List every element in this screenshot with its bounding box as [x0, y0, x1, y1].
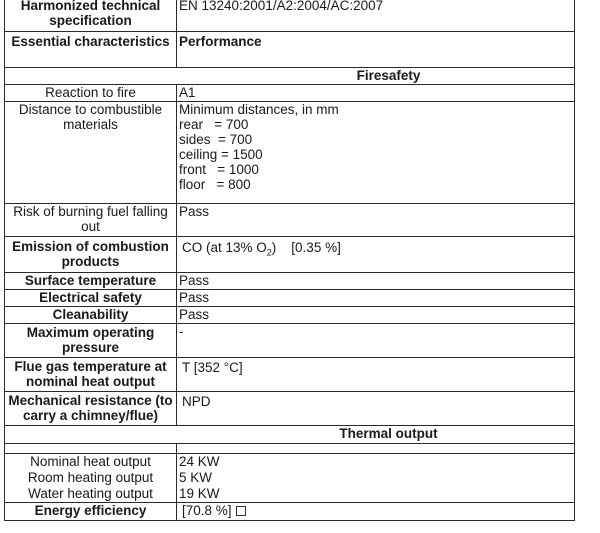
value-cell: Pass — [177, 273, 575, 290]
table-row — [5, 470, 575, 486]
value-cell: Performance — [177, 32, 575, 68]
table-row — [5, 273, 575, 290]
distance-rear: rear = 700 — [179, 117, 249, 132]
energy-efficiency-value: [70.8 %] — [182, 503, 232, 518]
value-cell — [177, 237, 575, 273]
spacer-cell — [5, 444, 177, 454]
label-cell: Distance to combustible materials — [5, 102, 177, 204]
table-row — [5, 307, 575, 324]
value-cell: 5 KW — [177, 470, 575, 486]
value-cell: Pass — [177, 290, 575, 307]
table-row — [5, 102, 575, 204]
label-cell: Room heating output — [5, 470, 177, 486]
distance-sides: sides = 700 — [179, 132, 253, 147]
label-cell: Surface temperature — [5, 273, 177, 290]
performance-table — [4, 0, 575, 521]
distance-floor: floor = 800 — [179, 177, 251, 192]
label-cell: Essential characteristics — [5, 32, 177, 68]
section-header-thermal: Thermal output — [5, 426, 575, 444]
value-cell: NPD — [177, 392, 575, 426]
table-row — [5, 503, 575, 521]
table-row — [5, 237, 575, 273]
section-header-firesafety: Firesafety — [5, 68, 575, 85]
label-cell: Flue gas temperature at nominal heat output — [5, 358, 177, 392]
value-cell: A1 — [177, 85, 575, 102]
emission-value-pre: CO (at 13% O — [182, 240, 267, 255]
label-cell: Reaction to fire — [5, 85, 177, 102]
value-cell: 24 KW — [177, 454, 575, 470]
label-cell: Mechanical resistance (to carry a chimney/flue) — [5, 392, 177, 426]
table-row — [5, 486, 575, 503]
label-cell: Risk of burning fuel falling out — [5, 204, 177, 237]
value-cell — [177, 102, 575, 204]
spacer-cell — [177, 444, 575, 454]
table-row — [5, 85, 575, 102]
table-row — [5, 454, 575, 470]
checkbox-icon — [236, 506, 246, 516]
value-cell — [177, 503, 575, 521]
emission-value-subscript: 2 — [266, 247, 272, 258]
distance-front: front = 1000 — [179, 162, 259, 177]
table-row — [5, 392, 575, 426]
label-cell: Maximum operating pressure — [5, 324, 177, 358]
table-row — [5, 204, 575, 237]
label-cell: Cleanability — [5, 307, 177, 324]
value-cell: Pass — [177, 204, 575, 237]
value-cell: Pass — [177, 307, 575, 324]
value-cell: T [352 °C] — [177, 358, 575, 392]
table-row — [5, 358, 575, 392]
value-cell: 19 KW — [177, 486, 575, 503]
label-cell: Emission of combustion products — [5, 237, 177, 273]
table-row — [5, 324, 575, 358]
label-cell: Nominal heat output — [5, 454, 177, 470]
section-header-row — [5, 426, 575, 444]
label-cell: Energy efficiency — [5, 503, 177, 521]
section-header-row — [5, 68, 575, 85]
distance-intro: Minimum distances, in mm — [179, 102, 339, 117]
label-cell: Harmonized technical specification — [5, 0, 177, 32]
value-cell: EN 13240:2001/A2:2004/AC:2007 — [177, 0, 575, 32]
table-row — [5, 290, 575, 307]
label-cell: Electrical safety — [5, 290, 177, 307]
value-cell: - — [177, 324, 575, 358]
label-cell: Water heating output — [5, 486, 177, 503]
table-row — [5, 0, 575, 32]
table-row — [5, 32, 575, 68]
distance-ceiling: ceiling = 1500 — [179, 147, 263, 162]
emission-value-post: ) [0.35 %] — [271, 240, 341, 255]
table-row — [5, 444, 575, 454]
